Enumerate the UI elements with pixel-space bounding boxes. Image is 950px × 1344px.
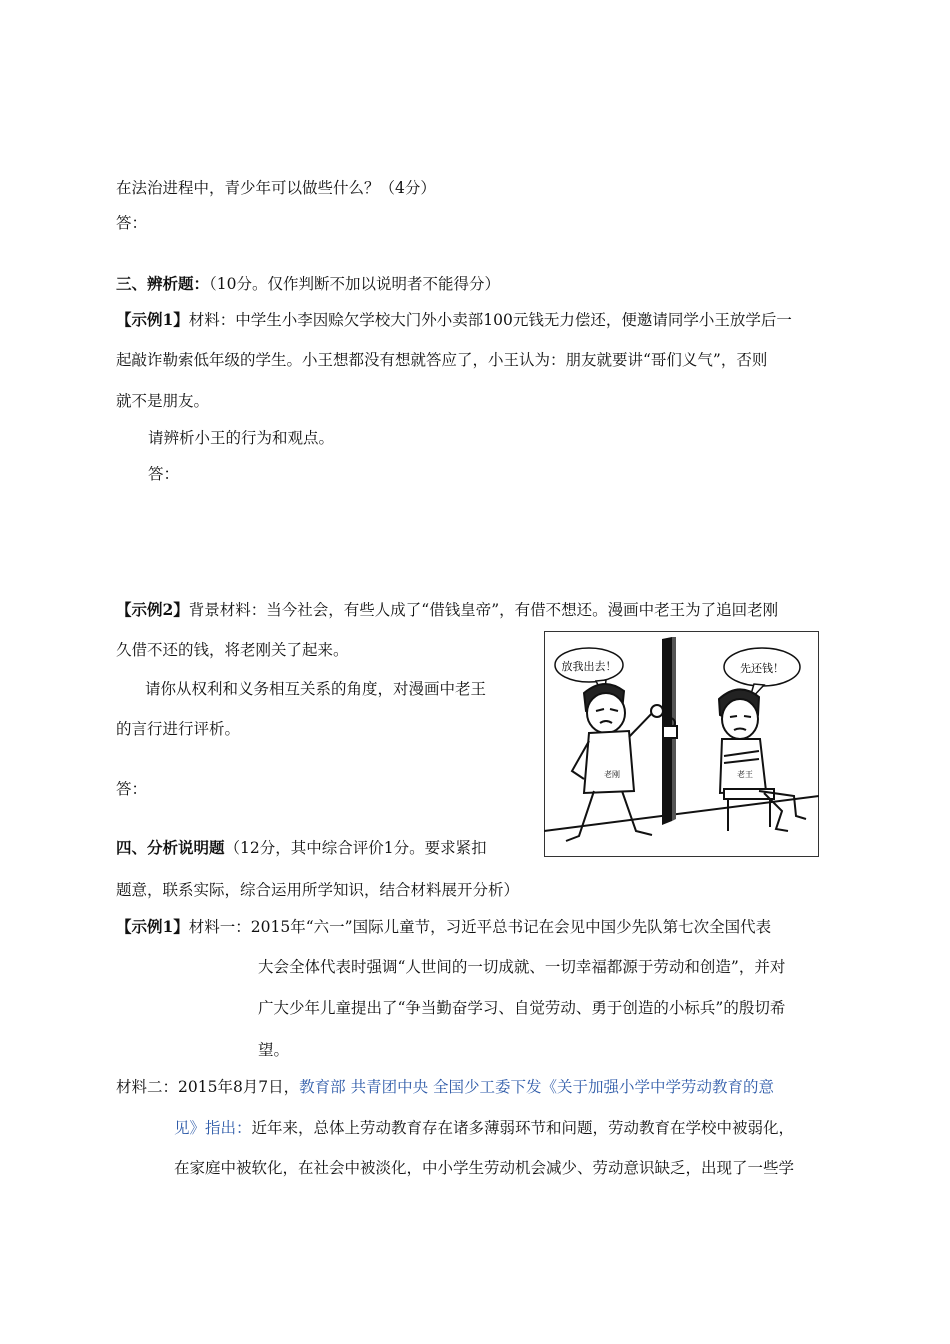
s3-ex1-line3: 就不是朋友。 (116, 392, 210, 410)
s3-ex2-line1 (116, 600, 778, 620)
s3-ex1-text1: 材料：中学生小李因赊欠学校大门外小卖部100元钱无力偿还，便邀请同学小王放学后一 (188, 311, 792, 329)
s3-ex2-prompt2: 的言行进行评析。 (116, 720, 241, 738)
right-bubble-text: 先还钱！ (740, 662, 784, 675)
s4-m2-prefix: 材料二：2015年8月7日， (116, 1078, 300, 1096)
section3-heading-line (116, 274, 500, 294)
left-bubble-text: 放我出去！ (561, 660, 617, 673)
s3-ex1-line2: 起敲诈勒索低年级的学生。小王想都没有想就答应了，小王认为：朋友就要讲“哥们义气”，否则 (116, 351, 768, 369)
s4-m2-link[interactable]: 教育部 共青团中央 全国少工委下发《关于加强小学中学劳动教育的意 (299, 1078, 775, 1096)
s4-ex1-tag: 【示例1】 (116, 917, 189, 936)
s3-ex1-line1 (116, 310, 792, 330)
section3-heading: 三、辨析题： (116, 274, 210, 293)
s4-ex1-line3: 广大少年儿童提出了“争当勤奋学习、自觉劳动、勇于创造的小标兵”的殷切希 (258, 999, 786, 1017)
s3-ex2-text1: 背景材料：当今社会，有些人成了“借钱皇帝”，有借不想还。漫画中老王为了追回老刚 (188, 601, 779, 619)
s4-ex1-line1 (116, 917, 771, 937)
cartoon-illustration (544, 631, 819, 857)
section4-note1: （12分，其中综合评价1分。要求紧扣 (224, 839, 487, 857)
s3-ex1-prompt: 请辨析小王的行为和观点。 (148, 429, 335, 447)
s4-ex1-line4: 望。 (258, 1041, 290, 1059)
laogang-label: 老刚 (604, 770, 620, 779)
s3-ex2-line2: 久借不还的钱，将老刚关了起来。 (116, 641, 349, 659)
section4-heading: 四、分析说明题 (116, 838, 225, 857)
s4-ex1-text1: 材料一：2015年“六一”国际儿童节，习近平总书记在会见中国少先队第七次全国代表 (188, 918, 772, 936)
s4-material2-line3: 在家庭中被软化，在社会中被淡化，中小学生劳动机会减少、劳动意识缺乏，出现了一些学 (174, 1159, 795, 1177)
section4-note2: 题意，联系实际，综合运用所学知识，结合材料展开分析） (116, 881, 520, 899)
s4-ex1-line2: 大会全体代表时强调“人世间的一切成就、一切幸福都源于劳动和创造”，并对 (258, 958, 786, 976)
s4-material2-line2 (174, 1118, 794, 1138)
question-youth: 在法治进程中，青少年可以做些什么？（4分） (116, 179, 436, 197)
s4-m2-text2: 近年来，总体上劳动教育存在诸多薄弱环节和问题，劳动教育在学校中被弱化， (251, 1119, 795, 1137)
s3-ex2-answer: 答： (116, 780, 148, 798)
section4-heading-line (116, 838, 487, 858)
laowang-label: 老王 (737, 770, 753, 779)
answer-label: 答： (116, 214, 148, 232)
s4-material2-line1 (116, 1077, 774, 1097)
s3-ex2-prompt1: 请你从权利和义务相互关系的角度，对漫画中老王 (145, 680, 487, 698)
s3-ex2-tag: 【示例2】 (116, 600, 189, 619)
cartoon-svg (544, 631, 819, 857)
section3-note: （10分。仅作判断不加以说明者不能得分） (209, 275, 500, 293)
s3-ex1-tag: 【示例1】 (116, 310, 189, 329)
s3-ex1-answer: 答： (148, 465, 180, 483)
s4-m2-link-cont[interactable]: 见》指出： (174, 1119, 252, 1137)
